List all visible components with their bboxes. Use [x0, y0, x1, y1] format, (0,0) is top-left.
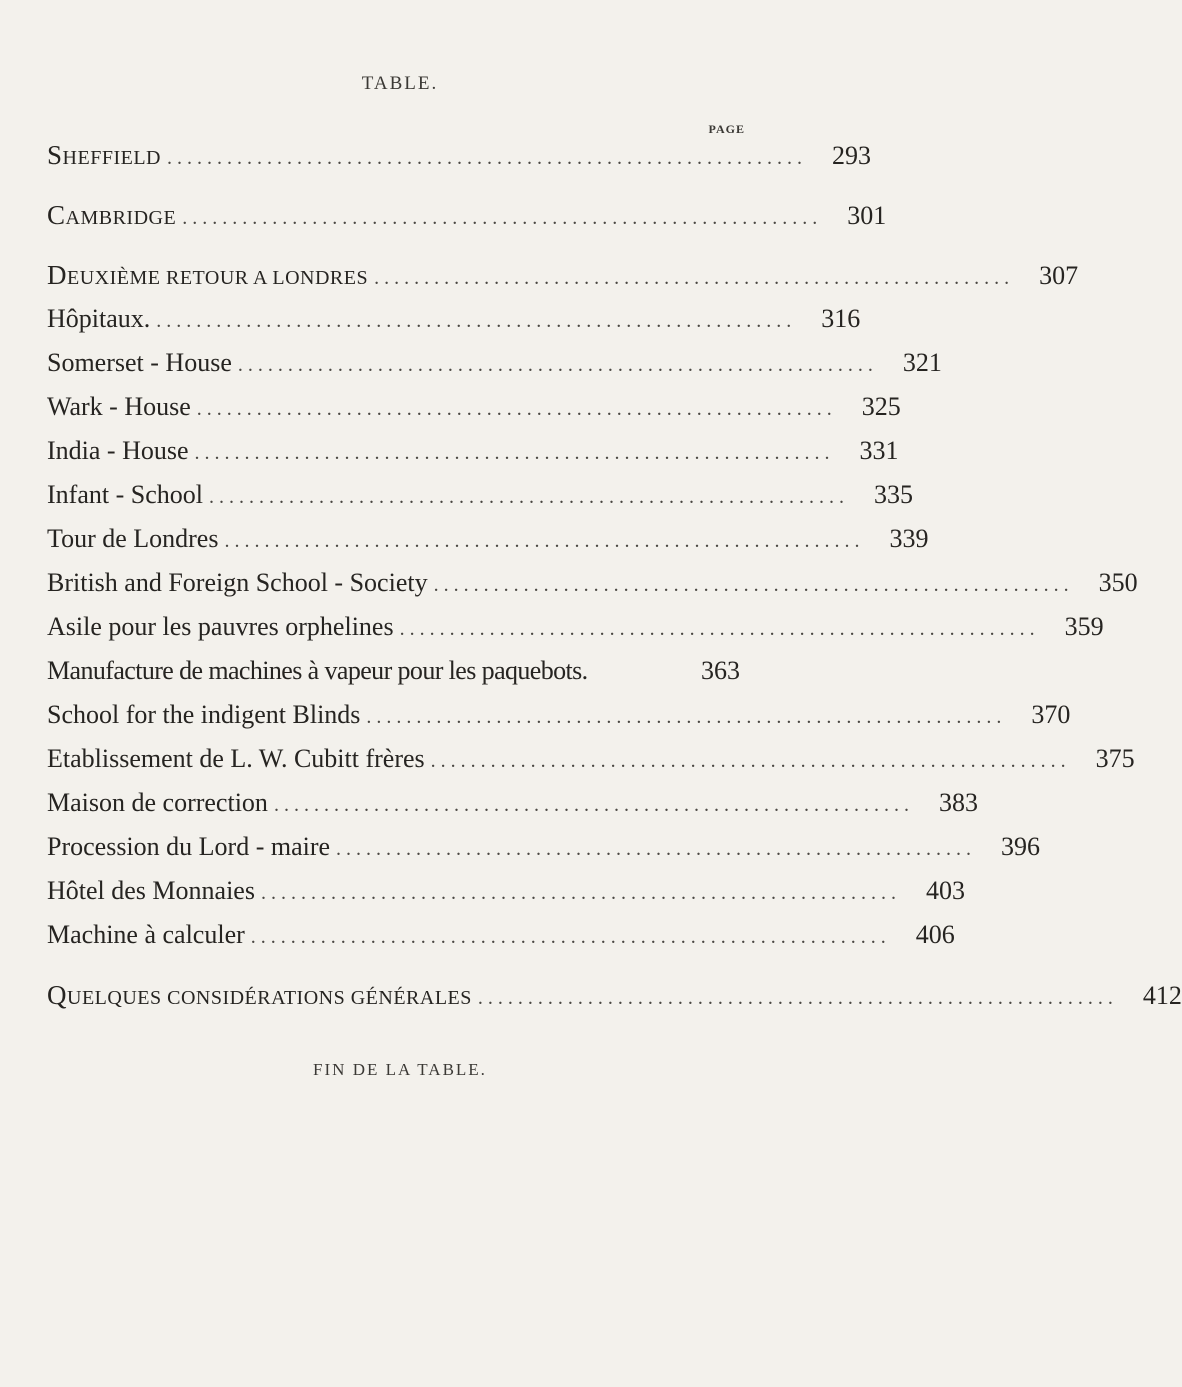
toc-entry-sheffield [47, 140, 871, 180]
toc-entry-page: 370 [1031, 700, 1071, 729]
dot-leader: ................................................................ [260, 882, 901, 904]
toc-entry-title: School for the indigent Blinds [47, 700, 361, 729]
toc-entry-title: Maison de correction [47, 788, 268, 817]
toc-entry-title: SHEFFIELD [47, 140, 161, 170]
dot-leader: ................................................................ [430, 750, 1071, 772]
toc-entry-page: 325 [861, 392, 901, 421]
toc-entry-page: 350 [1098, 568, 1138, 597]
toc-entry-title: Wark - House [47, 392, 191, 421]
toc-entry-manufacture [47, 656, 740, 696]
dot-leader: ................................................................ [433, 574, 1074, 596]
page-header: TABLE. [361, 73, 439, 94]
toc-entry-title: Hôpitaux. [47, 304, 151, 333]
toc-entry-page: 301 [847, 201, 887, 230]
toc-entry-hopitaux [47, 304, 861, 344]
toc-entry-cubitt [47, 744, 1135, 784]
dot-leader: ................................................................ [156, 310, 797, 332]
toc-entry-page: 307 [1039, 261, 1079, 290]
toc-entry-wark-house [47, 392, 901, 432]
toc-entry-title: India - House [47, 436, 189, 465]
toc-entry-page: 406 [915, 920, 955, 949]
dot-leader: ................................................................ [194, 442, 835, 464]
toc-entry-title: DEUXIÈME RETOUR A LONDRES [47, 260, 369, 290]
toc-entry-title: QUELQUES CONSIDÉRATIONS GÉNÉRALES [47, 980, 472, 1010]
toc-entry-page: 339 [889, 524, 929, 553]
dot-leader: ................................................................ [224, 530, 865, 552]
toc-entry-page: 335 [873, 480, 913, 509]
dot-leader: ................................................................ [250, 926, 891, 948]
dot-leader: ................................................................ [273, 794, 914, 816]
toc-entry-title: Tour de Londres [47, 524, 219, 553]
toc-entry-title: British and Foreign School - Society [47, 568, 428, 597]
toc-entry-somerset-house [47, 348, 942, 388]
dot-leader: ................................................................ [196, 398, 837, 420]
toc-entry-procession [47, 832, 1041, 872]
toc-entry-tour-de-londres [47, 524, 929, 564]
toc-entry-maison-correction [47, 788, 978, 828]
toc-entry-cambridge [47, 200, 887, 240]
dot-leader: ................................................................ [366, 706, 1007, 728]
toc-entry-page: 293 [831, 141, 871, 170]
end-of-table-label: FIN DE LA TABLE. [313, 1060, 487, 1079]
toc-entry-title: Etablissement de L. W. Cubitt frères [47, 744, 425, 773]
toc-entry-page: 359 [1064, 612, 1104, 641]
dot-leader: ................................................................ [208, 486, 849, 508]
toc-entry-title: Procession du Lord - maire [47, 832, 331, 861]
toc-entry-monnaies [47, 876, 965, 916]
toc-entry-page: 331 [859, 436, 899, 465]
toc-entry-asile [47, 612, 1104, 652]
toc-entry-page: 321 [902, 348, 942, 377]
toc-entry-page: 396 [1001, 832, 1041, 861]
toc-entry-page: 316 [821, 304, 861, 333]
toc-entry-title: CAMBRIDGE [47, 200, 177, 230]
toc-entry-british-foreign-school [47, 568, 1138, 608]
toc-entry-page: 375 [1095, 744, 1135, 773]
toc-entry-deuxieme-retour [47, 260, 1079, 300]
toc-entry-title: Hôtel des Monnaies [47, 876, 255, 905]
toc-entry-machine-calculer [47, 920, 955, 960]
dot-leader: ................................................................ [182, 207, 823, 229]
toc-entry-title: Manufacture de machines à vapeur pour les paquebots. [47, 656, 588, 685]
dot-leader: ................................................................ [399, 618, 1040, 640]
dot-leader: ................................................................ [336, 838, 977, 860]
toc-entry-considerations [47, 980, 1182, 1020]
dot-leader: ................................................................ [166, 147, 807, 169]
dot-leader: ................................................................ [237, 354, 878, 376]
toc-entry-title: Machine à calculer [47, 920, 245, 949]
toc-entry-infant-school [47, 480, 913, 520]
toc-entry-title: Somerset - House [47, 348, 232, 377]
toc-entry-page: 412 [1142, 981, 1182, 1010]
toc-entry-page: 383 [938, 788, 978, 817]
toc-entry-school-blinds [47, 700, 1071, 740]
page-column-label: PAGE [708, 122, 745, 136]
toc-entry-title: Infant - School [47, 480, 203, 509]
toc-entry-india-house [47, 436, 899, 476]
dot-leader: ................................................................ [374, 267, 1015, 289]
dot-leader: ................................................................ [477, 987, 1118, 1009]
toc-entry-page: 363 [701, 656, 740, 685]
toc-entry-page: 403 [925, 876, 965, 905]
toc-entry-title: Asile pour les pauvres orphelines [47, 612, 394, 641]
